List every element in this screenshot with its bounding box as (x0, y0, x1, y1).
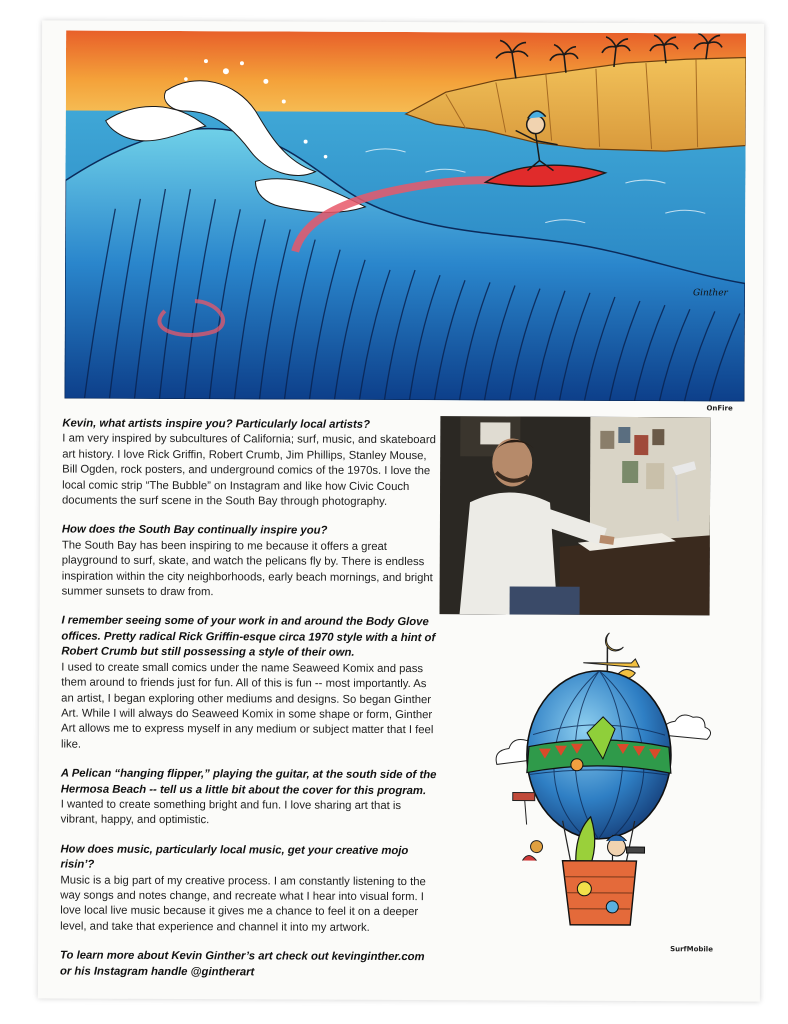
question: I remember seeing some of your work in and around the Body Glove offices. Pretty radical Rick Griffin-esque circa 1970 style with a hint of Robert Crumb but still possessing a style of their own. (61, 614, 436, 660)
answer: I used to create small comics under the name Seaweed Komix and pass them around to friends just for fun. All of this is fun -- most importantly. As an artist, I began exploring other mediums and designs. So began Ginther Art. While I will always do Seaweed Komix in some shape or form, Ginther Art allows me to express myself in any medium or subject matter that I feel like. (60, 661, 434, 751)
qa-block (62, 523, 440, 602)
qa-block (60, 842, 438, 936)
hero-signature: Ginther (692, 288, 728, 299)
artist-drawing-photo (440, 416, 711, 615)
answer: I wanted to create something bright and fun. I love sharing art that is vibrant, happy, and optimistic. (60, 798, 402, 827)
artist-photo (440, 416, 711, 615)
question: A Pelican “hanging flipper,” playing the guitar, at the south side of the Hermosa Beach -- tell us a little bit about the cover for this program. (60, 767, 437, 797)
answer: I am very inspired by subcultures of California; surf, music, and skateboard art history. I love Rick Griffin, Robert Crumb, Jim Phillips, Stanley Mouse, Bill Ogden, rock posters, and underground comics of the 1970s. I love the local comic strip “The Bubble” on Instagram and like how Civic Couch documents the surf scene in the South Bay through photography. (62, 432, 436, 508)
qa-block (61, 614, 440, 754)
question: How does the South Bay continually inspire you? (61, 523, 328, 538)
interview-column (60, 417, 440, 982)
hero-illustration-onfire (64, 31, 746, 402)
answer: The South Bay has been inspiring to me because it offers a great playground to surf, skate, and watch the pelicans fly by. There is endless inspiration within the city neighborhoods, early beach mornings, and bright summer sunsets to draw from. (61, 539, 433, 599)
magazine-page (38, 20, 764, 1001)
closing-note: To learn more about Kevin Ginther’s art check out kevinginther.com or his Instagram handle @gintherart (59, 949, 425, 978)
surf-wave-artwork (64, 31, 746, 402)
hero-credit: OnFire (706, 404, 733, 413)
qa-block (62, 417, 440, 511)
balloon-credit: SurfMobile (670, 945, 713, 954)
balloon-illustration-surfmobile (466, 624, 727, 935)
question: Kevin, what artists inspire you? Particularly local artists? (62, 417, 371, 431)
qa-block (61, 767, 439, 830)
question: How does music, particularly local music, get your creative mojo risin’? (60, 843, 409, 871)
answer: Music is a big part of my creative process. I am constantly listening to the way songs and notes change, and recreate what I hear into visual form. I love local live music because it gives me a chance to feel it on a deeper level, and take that experience and channel it into my artwork. (60, 874, 426, 934)
hot-air-balloon-artwork (466, 624, 727, 935)
